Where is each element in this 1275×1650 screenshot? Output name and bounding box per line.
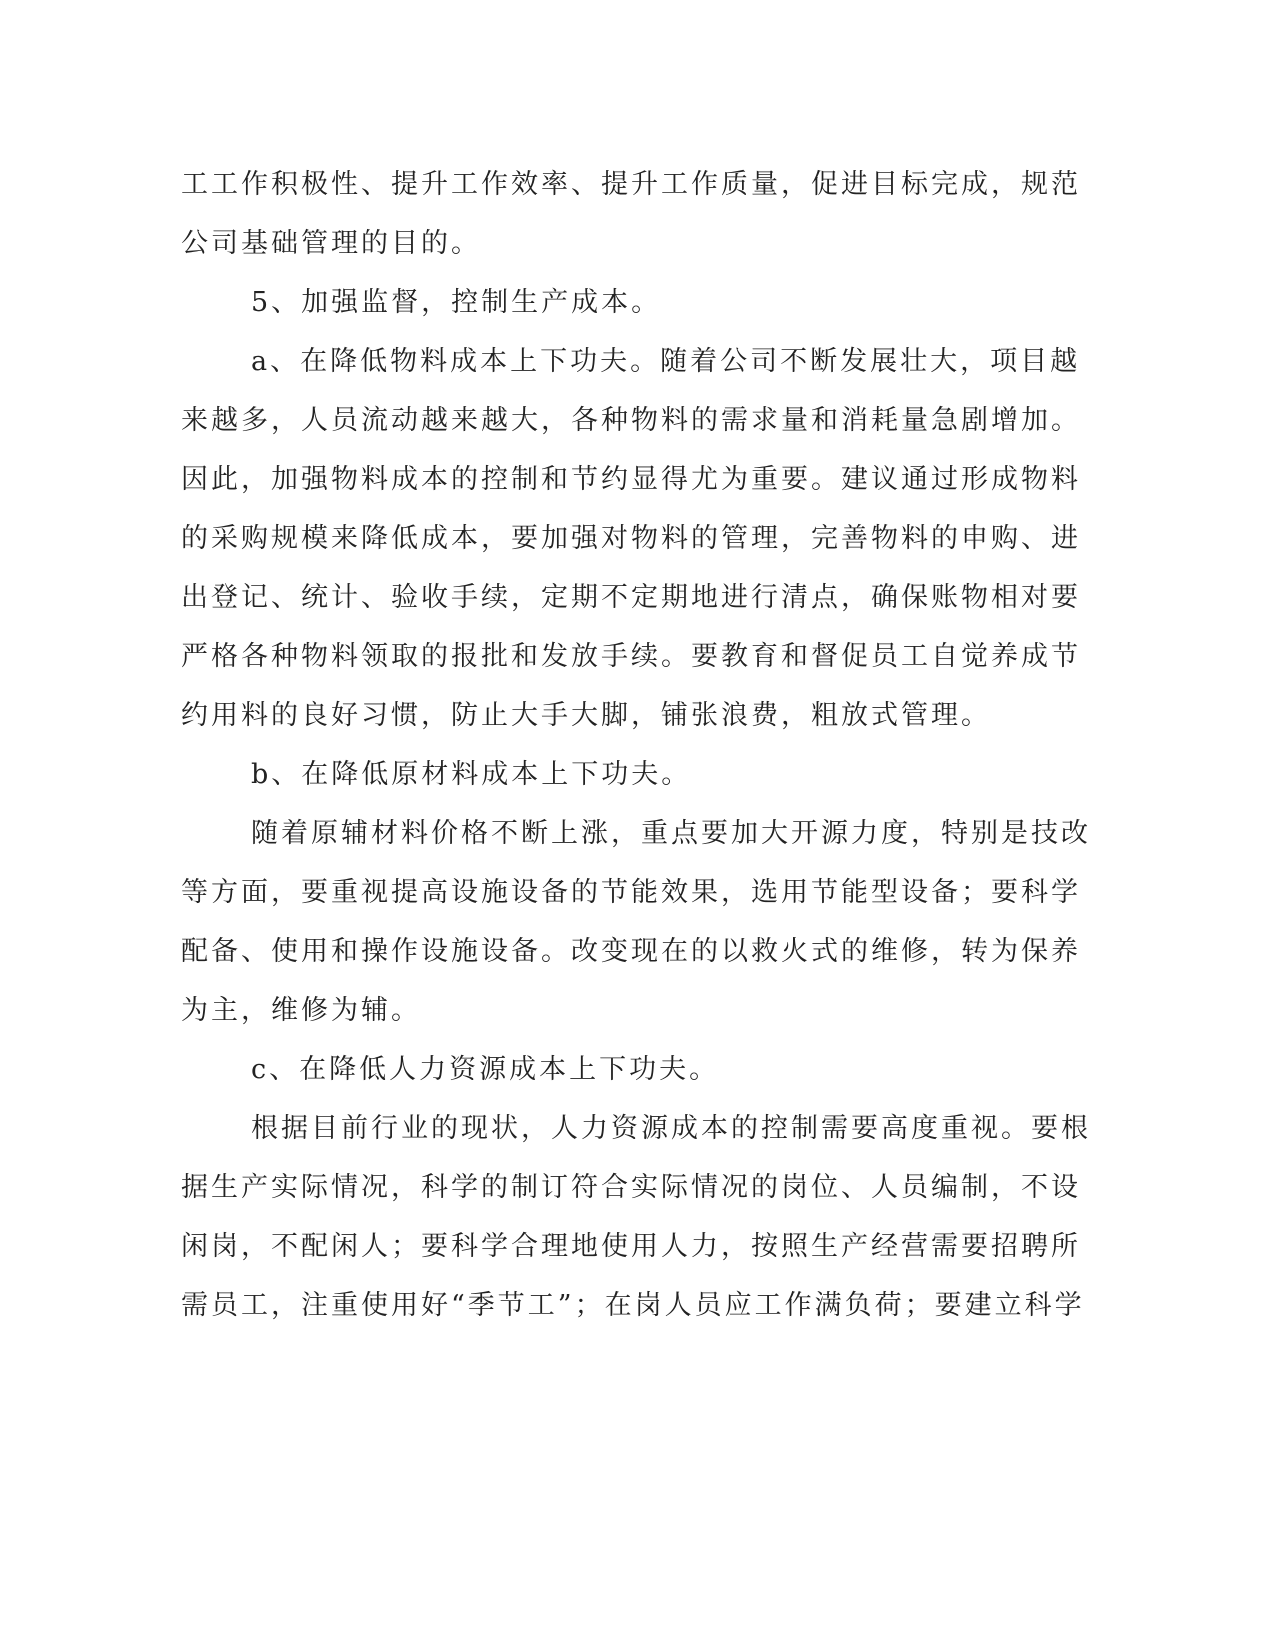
text-line: a、在降低物料成本上下功夫。随着公司不断发展壮大，项目越 bbox=[251, 346, 1081, 377]
text-line: 据生产实际情况，科学的制订符合实际情况的岗位、人员编制，不设 bbox=[181, 1172, 1081, 1203]
text-line: 出登记、统计、验收手续，定期不定期地进行清点，确保账物相对要 bbox=[181, 582, 1081, 613]
text-line: 约用料的良好习惯，防止大手大脚，铺张浪费，粗放式管理。 bbox=[181, 700, 991, 731]
section-heading: 5、加强监督，控制生产成本。 bbox=[251, 287, 662, 318]
text-line: 来越多，人员流动越来越大，各种物料的需求量和消耗量急剧增加。 bbox=[181, 405, 1081, 436]
subsection-heading: c、在降低人力资源成本上下功夫。 bbox=[251, 1054, 720, 1085]
text-line: 工工作积极性、提升工作效率、提升工作质量，促进目标完成，规范 bbox=[181, 169, 1081, 200]
text-line: 根据目前行业的现状，人力资源成本的控制需要高度重视。要根 bbox=[251, 1113, 1091, 1144]
text-line: 随着原辅材料价格不断上涨，重点要加大开源力度，特别是技改 bbox=[251, 818, 1091, 849]
text-line: 公司基础管理的目的。 bbox=[181, 228, 481, 259]
text-line: 配备、使用和操作设施设备。改变现在的以救火式的维修，转为保养 bbox=[181, 936, 1081, 967]
text-line: 需员工，注重使用好“季节工”；在岗人员应工作满负荷；要建立科学 bbox=[181, 1290, 1085, 1321]
text-line: 因此，加强物料成本的控制和节约显得尤为重要。建议通过形成物料 bbox=[181, 464, 1081, 495]
subsection-heading: b、在降低原材料成本上下功夫。 bbox=[251, 759, 692, 790]
text-line: 闲岗，不配闲人；要科学合理地使用人力，按照生产经营需要招聘所 bbox=[181, 1231, 1081, 1262]
text-line: 严格各种物料领取的报批和发放手续。要教育和督促员工自觉养成节 bbox=[181, 641, 1081, 672]
text-line: 为主，维修为辅。 bbox=[181, 995, 421, 1026]
body-text bbox=[181, 155, 1091, 1335]
text-line: 等方面，要重视提高设施设备的节能效果，选用节能型设备；要科学 bbox=[181, 877, 1081, 908]
text-line: 的采购规模来降低成本，要加强对物料的管理，完善物料的申购、进 bbox=[181, 523, 1081, 554]
